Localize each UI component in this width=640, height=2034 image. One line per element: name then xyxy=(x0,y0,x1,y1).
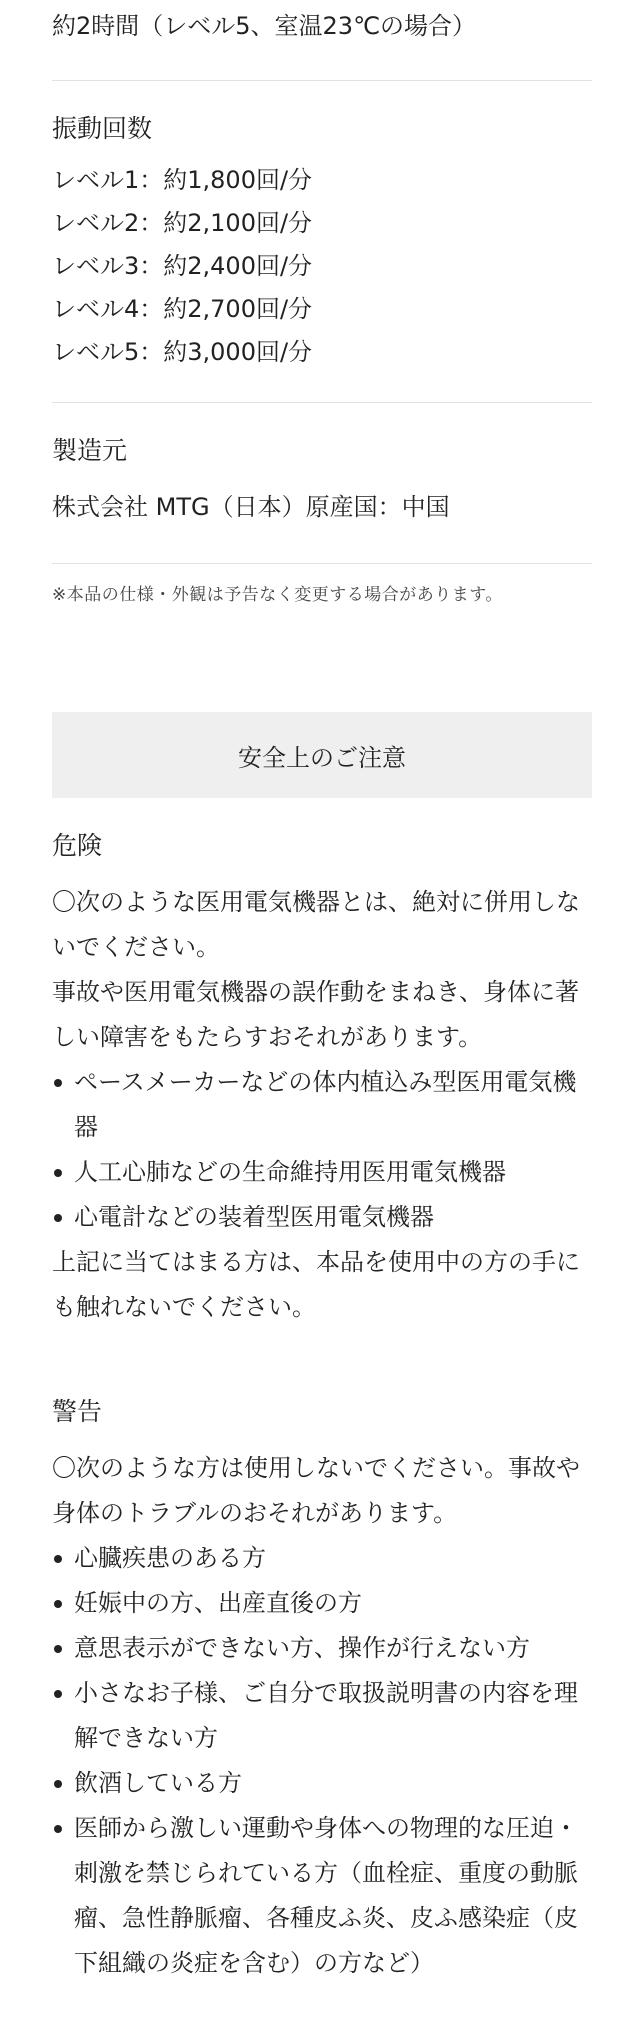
divider xyxy=(52,402,592,403)
divider xyxy=(52,563,592,564)
danger-item: 人工心肺などの生命維持用医用電気機器 xyxy=(52,1150,592,1195)
warning-title: 警告 xyxy=(52,1397,103,1426)
spec-change-note: ※本品の仕様・外観は予告なく変更する場合があります。 xyxy=(52,585,503,605)
warning-item: 心臓疾患のある方 xyxy=(52,1536,592,1581)
danger-item: 心電計などの装着型医用電気機器 xyxy=(52,1195,592,1240)
warning-item: 飲酒している方 xyxy=(52,1761,592,1806)
warning-section xyxy=(52,1446,592,1986)
vibration-level-4: レベル4：約2,700回/分 xyxy=(52,295,313,323)
danger-intro: 〇次のような医用電気機器とは、絶対に併用しないでください。 xyxy=(52,888,580,961)
danger-item: ペースメーカーなどの体内植込み型医用電気機器 xyxy=(52,1060,592,1150)
warning-item-list xyxy=(52,1536,592,1986)
vibration-level-5: レベル5：約3,000回/分 xyxy=(52,338,313,366)
danger-outro: 上記に当てはまる方は、本品を使用中の方の手にも触れないでください。 xyxy=(52,1248,580,1321)
danger-title: 危険 xyxy=(52,831,103,860)
warning-item: 小さなお子様、ご自分で取扱説明書の内容を理解できない方 xyxy=(52,1671,592,1761)
vibration-level-1: レベル1：約1,800回/分 xyxy=(52,166,313,194)
manufacturer-title: 製造元 xyxy=(52,436,128,465)
danger-section xyxy=(52,880,592,1330)
warning-item: 意思表示ができない方、操作が行えない方 xyxy=(52,1626,592,1671)
warning-item: 医師から激しい運動や身体への物理的な圧迫・刺激を禁じられている方（血栓症、重度の動脈瘤、急性静脈瘤、各種皮ふ炎、皮ふ感染症（皮下組織の炎症を含む）の方など） xyxy=(52,1806,592,1986)
vibration-title: 振動回数 xyxy=(52,114,153,143)
vibration-level-3: レベル3：約2,400回/分 xyxy=(52,252,313,280)
divider xyxy=(52,80,592,81)
battery-time-text: 約2時間（レベル5、室温23℃の場合） xyxy=(52,12,477,40)
danger-item-list xyxy=(52,1060,592,1240)
manufacturer-value: 株式会社 MTG（日本）原産国：中国 xyxy=(52,493,450,521)
danger-reason: 事故や医用電気機器の誤作動をまねき、身体に著しい障害をもたらすおそれがあります。 xyxy=(52,978,580,1051)
content xyxy=(52,0,592,1986)
safety-heading: 安全上のご注意 xyxy=(238,743,406,772)
warning-item: 妊娠中の方、出産直後の方 xyxy=(52,1581,592,1626)
vibration-level-2: レベル2：約2,100回/分 xyxy=(52,209,313,237)
warning-intro: 〇次のような方は使用しないでください。事故や身体のトラブルのおそれがあります。 xyxy=(52,1454,580,1527)
vibration-level-list xyxy=(52,159,592,374)
safety-heading-box xyxy=(52,712,592,798)
